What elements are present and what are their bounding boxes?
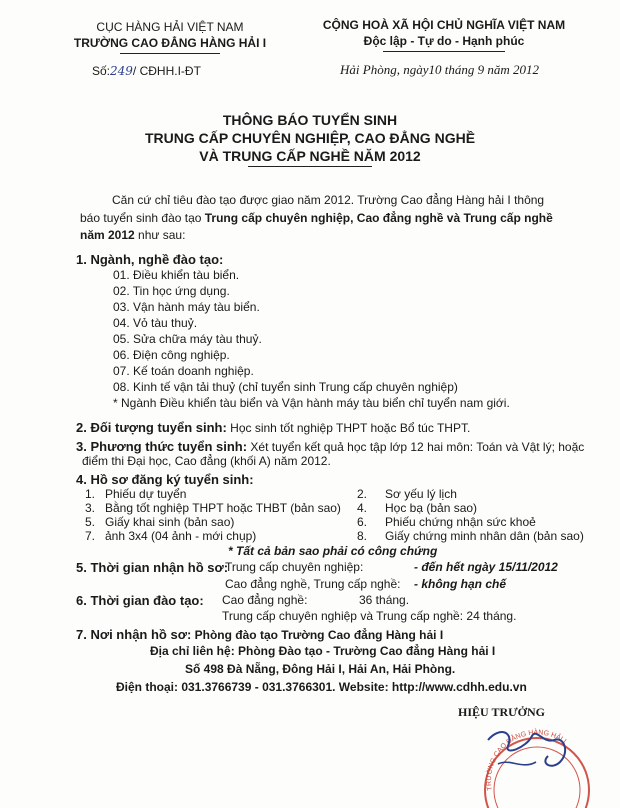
section-7-heading: 7. Nơi nhận hồ sơ: [76, 627, 192, 642]
agency-name: CỤC HÀNG HẢI VIỆT NAM [96, 20, 244, 34]
section-2 [76, 420, 470, 435]
section-6-heading: 6. Thời gian đào tạo: [76, 593, 204, 608]
section-7-address-1: Địa chỉ liên hệ: Phòng Đào tạo - Trường Cao đẳng Hàng hải I [150, 644, 496, 658]
document-list-item [85, 501, 341, 515]
section-3-line-1 [76, 439, 584, 454]
doc-number-handwritten: 249 [110, 64, 133, 78]
document-number [92, 64, 201, 78]
list-text: Giấy chứng minh nhân dân (bản sao) [385, 529, 584, 543]
place-date: Hải Phòng, ngày10 tháng 9 năm 2012 [340, 62, 539, 77]
title-underline [248, 166, 372, 167]
section-6-row-1-value: 36 tháng. [359, 593, 410, 607]
section-2-heading: 2. Đối tượng tuyển sinh: [76, 420, 227, 435]
list-text: Sơ yếu lý lịch [385, 487, 457, 501]
program-note: * Ngành Điều khiển tàu biển và Vận hành máy tàu biển chỉ tuyển nam giới. [113, 396, 510, 410]
list-text: Học bạ (bản sao) [385, 501, 478, 515]
signature-title: HIỆU TRƯỞNG [458, 705, 546, 719]
school-name: TRƯỜNG CAO ĐẲNG HÀNG HẢI I [73, 36, 267, 50]
doc-number-prefix: Số: [92, 64, 111, 78]
motto: Độc lập - Tự do - Hạnh phúc [363, 34, 525, 48]
list-text: Giấy khai sinh (bản sao) [105, 515, 235, 529]
section-6-row-2: Trung cấp chuyên nghiệp và Trung cấp nghề: 24 tháng. [222, 609, 517, 623]
list-number: 7. [85, 529, 96, 543]
section-5-row-2-value: - không hạn chế [414, 577, 507, 591]
stamp-text: TRƯỜNG CAO ĐẲNG HÀNG HẢI I [485, 729, 568, 791]
section-4-heading: 4. Hồ sơ đăng ký tuyển sinh: [76, 472, 254, 487]
section-5-heading: 5. Thời gian nhận hồ sơ: [76, 560, 229, 575]
list-text: ảnh 3x4 (04 ảnh - mới chụp) [105, 529, 257, 543]
section-5-row-2-label: Cao đẳng nghề, Trung cấp nghề: [225, 577, 401, 591]
section-7-line-1 [76, 627, 443, 642]
program-item: 07. Kế toán doanh nghiệp. [113, 364, 254, 378]
official-stamp [470, 718, 590, 808]
program-item: 04. Vỏ tàu thuỷ. [113, 316, 198, 330]
document-list-item [357, 515, 536, 529]
nation-title: CỘNG HOÀ XÃ HỘI CHỦ NGHĨA VIỆT NAM [322, 18, 566, 32]
list-number: 3. [85, 501, 96, 515]
section-2-text: Học sinh tốt nghiệp THPT hoặc Bổ túc THPT. [226, 421, 471, 435]
notarize-note: * Tất cả bản sao phải có công chứng [228, 544, 438, 558]
list-number: 8. [357, 529, 368, 543]
document-list-item [357, 501, 478, 515]
intro-line-2-text: báo tuyển sinh đào tạo [80, 211, 205, 225]
title-line-2: TRUNG CẤP CHUYÊN NGHIỆP, CAO ĐẲNG NGHỀ [144, 130, 476, 146]
program-item: 02. Tin học ứng dụng. [113, 284, 230, 298]
list-number: 1. [85, 487, 96, 501]
section-7-address-2: Số 498 Đà Nẵng, Đông Hải I, Hải An, Hải Phòng. [185, 662, 456, 676]
section-1-heading: 1. Ngành, nghề đào tạo: [76, 252, 224, 267]
document-list-item [85, 515, 235, 529]
section-3-heading: 3. Phương thức tuyển sinh: [76, 439, 248, 454]
program-item: 05. Sửa chữa máy tàu thuỷ. [113, 332, 262, 346]
section-7-contact: Điện thoại: 031.3766739 - 031.3766301. Website: http://www.cdhh.edu.vn [116, 680, 527, 694]
motto-underline [383, 51, 505, 52]
intro-line-3-text: như sau: [134, 228, 186, 242]
section-5-row-1-label: Trung cấp chuyên nghiệp: [225, 560, 364, 574]
list-number: 4. [357, 501, 368, 515]
document-list-item [85, 529, 257, 543]
section-5-row-1-value: - đến hết ngày 15/11/2012 [414, 560, 558, 574]
section-3-line-2: điểm thi Đại học, Cao đẳng (khối A) năm 2012. [82, 454, 331, 468]
list-text: Phiếu dự tuyển [105, 487, 187, 501]
document-list-item [357, 487, 457, 501]
document-list-item [357, 529, 584, 543]
section-7-office: Phòng đào tạo Trường Cao đẳng Hàng hải I [191, 628, 444, 642]
intro-year: năm 2012 [80, 228, 135, 242]
intro-line-1: Căn cứ chỉ tiêu đào tạo được giao năm 2012. Trường Cao đẳng Hàng hải I thông [112, 193, 545, 207]
list-number: 6. [357, 515, 368, 529]
section-3-text-1: Xét tuyển kết quả học tập lớp 12 hai môn: Toán và Vật lý; hoặc [247, 440, 585, 454]
list-number: 5. [85, 515, 96, 529]
title-line-3: VÀ TRUNG CẤP NGHỀ NĂM 2012 [199, 148, 421, 164]
intro-programs: Trung cấp chuyên nghiệp, Cao đẳng nghề và Trung cấp nghề [204, 211, 553, 225]
program-item: 01. Điều khiển tàu biển. [113, 268, 240, 282]
program-item: 08. Kinh tế vận tải thuỷ (chỉ tuyển sinh Trung cấp chuyên nghiệp) [113, 380, 458, 394]
list-number: 2. [357, 487, 368, 501]
intro-line-2 [80, 211, 553, 225]
title-line-1: THÔNG BÁO TUYỂN SINH [222, 112, 398, 128]
school-underline [120, 53, 220, 54]
section-6-row-1-label: Cao đẳng nghề: [222, 593, 308, 607]
program-item: 03. Vận hành máy tàu biển. [113, 300, 260, 314]
doc-number-suffix: / CĐHH.I-ĐT [132, 64, 201, 78]
list-text: Bằng tốt nghiệp THPT hoặc THBT (bản sao) [105, 501, 341, 515]
program-item: 06. Điện công nghiệp. [113, 348, 230, 362]
intro-line-3 [80, 228, 185, 242]
list-text: Phiếu chứng nhận sức khoẻ [385, 515, 536, 529]
document-list-item [85, 487, 187, 501]
